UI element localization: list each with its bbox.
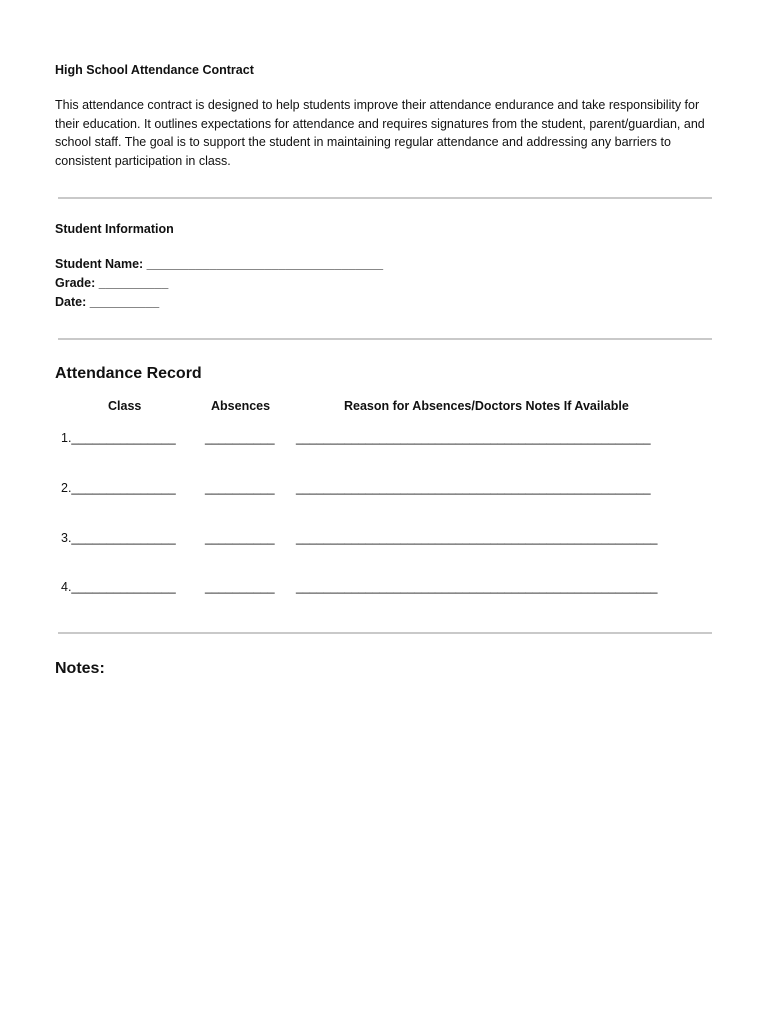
column-header-class: Class	[108, 399, 142, 413]
date-field: Date: __________	[55, 295, 160, 309]
attendance-record-heading: Attendance Record	[55, 365, 202, 382]
intro-paragraph: This attendance contract is designed to help students improve their attendance endurance and take responsibility for their education. It outlines expectations for attendance and requires signatures from the student, parent/guardian, and school staff. The goal is to support the student in maintaining regular attendance and addressing any barriers to consistent participation in class.	[55, 98, 705, 168]
row-1-class: 1._______________	[61, 431, 176, 445]
row-3-reason: ____________________________________________________	[296, 531, 658, 545]
column-header-absences: Absences	[211, 399, 271, 413]
row-2-reason: ___________________________________________________	[296, 481, 651, 495]
row-4-class: 4._______________	[61, 580, 176, 594]
student-name-field: Student Name: __________________________________	[55, 257, 384, 271]
column-header-reason: Reason for Absences/Doctors Notes If Available	[344, 399, 629, 413]
document-title: High School Attendance Contract	[55, 63, 254, 77]
student-info-heading: Student Information	[55, 222, 174, 236]
row-3-absences: __________	[205, 531, 275, 545]
grade-field: Grade: __________	[55, 276, 169, 290]
row-2-class: 2._______________	[61, 481, 176, 495]
notes-heading: Notes:	[55, 660, 105, 677]
row-1-absences: __________	[205, 431, 275, 445]
divider-2	[58, 338, 712, 340]
row-4-absences: __________	[205, 580, 275, 594]
row-2-absences: __________	[205, 481, 275, 495]
row-3-class: 3._______________	[61, 531, 176, 545]
divider-3	[58, 632, 712, 634]
row-1-reason: ___________________________________________________	[296, 431, 651, 445]
divider-1	[58, 197, 712, 199]
row-4-reason: ____________________________________________________	[296, 580, 658, 594]
